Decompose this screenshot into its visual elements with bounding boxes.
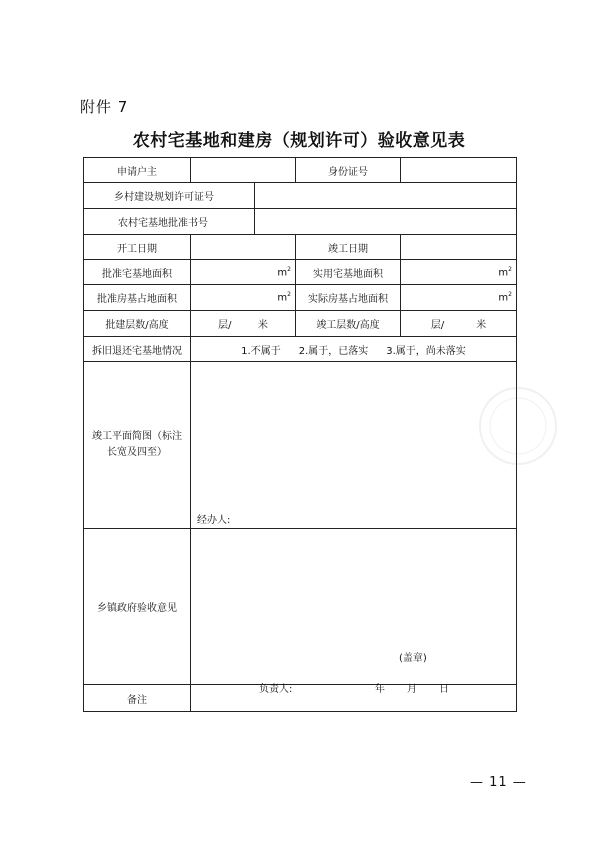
town-opinion-label: 乡镇政府验收意见	[84, 529, 191, 685]
row-homestead-area	[84, 260, 517, 285]
watermark-seal-icon	[478, 366, 558, 486]
planning-permit-label: 乡村建设规划许可证号	[84, 183, 255, 209]
approved-building-area-label: 批准房基占地面积	[84, 285, 191, 311]
unit-meter: 米	[476, 320, 487, 331]
unit-meter: 米	[257, 320, 268, 331]
unit-floor: 层/	[430, 320, 445, 331]
option-implemented[interactable]: 2.属于，已落实	[298, 345, 369, 357]
unit-sup: 2	[508, 291, 512, 299]
approved-floors-label: 批建层数/高度	[84, 311, 191, 337]
document-title: 农村宅基地和建房（规划许可）验收意见表	[132, 131, 466, 151]
row-homestead-approval	[84, 209, 517, 235]
unit-sup: 2	[287, 291, 291, 299]
demolition-label: 拆旧退还宅基地情况	[84, 337, 191, 362]
planning-permit-value[interactable]	[255, 183, 517, 209]
actual-building-area-label: 实际房基占地面积	[296, 285, 401, 311]
unit-area: m	[498, 267, 509, 279]
demolition-options[interactable]	[191, 337, 517, 362]
remarks-label: 备注	[84, 685, 191, 712]
completed-floors-value[interactable]	[401, 311, 517, 337]
row-dates	[84, 235, 517, 260]
floor-plan-area[interactable]	[191, 362, 517, 529]
row-applicant	[84, 158, 517, 183]
actual-homestead-area-label: 实用宅基地面积	[296, 260, 401, 285]
completion-date-value[interactable]	[401, 235, 517, 260]
row-town-opinion	[84, 529, 517, 685]
actual-building-area-value[interactable]	[401, 285, 517, 311]
unit-sup: 2	[287, 265, 291, 273]
unit-sup: 2	[508, 265, 512, 273]
floor-plan-label: 竣工平面简图（标注长宽及四至）	[84, 362, 191, 529]
unit-floor: 层/	[218, 320, 232, 331]
option-not-applicable[interactable]: 1.不属于	[241, 345, 281, 357]
applicant-label: 申请户主	[84, 158, 191, 183]
month-label: 月	[407, 684, 417, 695]
day-label: 日	[439, 684, 449, 695]
approved-homestead-area-value[interactable]	[191, 260, 296, 285]
row-floor-plan	[84, 362, 517, 529]
approved-floors-value[interactable]	[191, 311, 296, 337]
completed-floors-label: 竣工层数/高度	[296, 311, 401, 337]
start-date-label: 开工日期	[84, 235, 191, 260]
completion-date-label: 竣工日期	[296, 235, 401, 260]
page-number: — 11 —	[470, 775, 527, 790]
handler-label: 经办人:	[197, 515, 231, 526]
option-not-implemented[interactable]: 3.属于，尚未落实	[386, 345, 466, 357]
responsible-label: 负责人:	[259, 684, 293, 695]
row-remarks	[84, 685, 517, 712]
homestead-approval-label: 农村宅基地批准书号	[84, 209, 255, 235]
start-date-value[interactable]	[191, 235, 296, 260]
unit-area: m	[498, 292, 509, 304]
id-number-label: 身份证号	[296, 158, 401, 183]
actual-homestead-area-value[interactable]	[401, 260, 517, 285]
row-planning-permit	[84, 183, 517, 209]
applicant-value[interactable]	[191, 158, 296, 183]
homestead-approval-value[interactable]	[255, 209, 517, 235]
unit-area: m	[277, 292, 288, 304]
row-floors	[84, 311, 517, 337]
year-label: 年	[375, 684, 385, 695]
remarks-value[interactable]	[191, 685, 517, 712]
approved-building-area-value[interactable]	[191, 285, 296, 311]
unit-area: m	[277, 267, 288, 279]
acceptance-form-table	[83, 157, 517, 712]
row-demolition	[84, 337, 517, 362]
town-opinion-area[interactable]	[191, 529, 517, 695]
row-building-area	[84, 285, 517, 311]
attachment-label: 附件 7	[80, 98, 129, 116]
approved-homestead-area-label: 批准宅基地面积	[84, 260, 191, 285]
id-number-value[interactable]	[401, 158, 517, 183]
seal-label: (盖章)	[399, 653, 427, 664]
